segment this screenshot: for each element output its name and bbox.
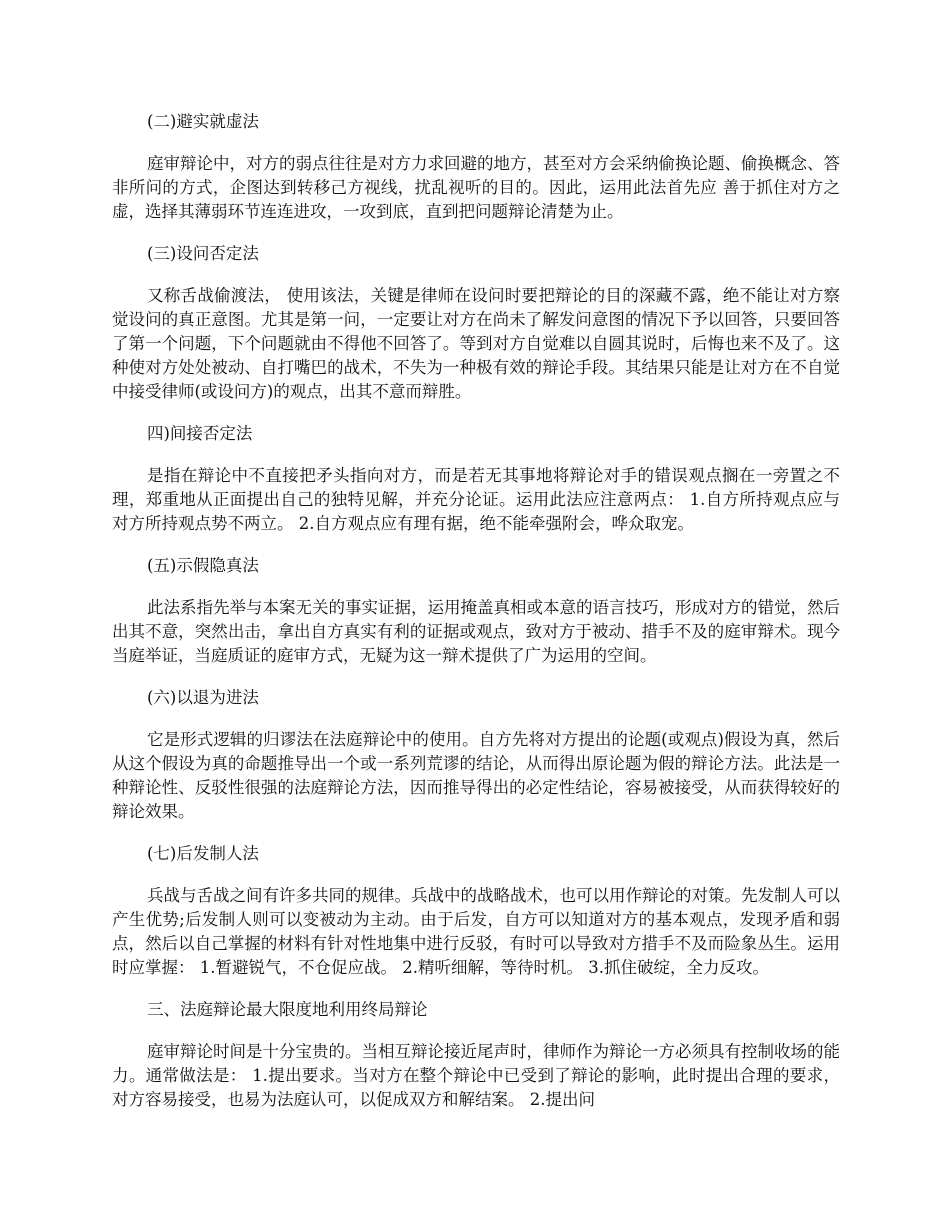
section-heading-show-false-hide-true: (五)示假隐真法 bbox=[147, 556, 259, 575]
section-heading-strike-after: (七)后发制人法 bbox=[147, 844, 259, 863]
section-paragraph-show-false-hide-true: 此法系指先举与本案无关的事实证据，运用掩盖真相或本意的语言技巧，形成对方的错觉，然后出其不意，突然出击，拿出自方真实有利的证据或观点，致对方于被动、措手不及的庭审辩术。现今当庭举证，当庭质证的庭审方式，无疑为这一辩术提供了广为运用的空间。 bbox=[112, 598, 840, 665]
section-heading-retreat-to-advance: (六)以退为进法 bbox=[147, 688, 259, 707]
section-paragraph-avoid-real: 庭审辩论中，对方的弱点往往是对方力求回避的地方，甚至对方会采纳偷换论题、偷换概念、答非所问的方式，企图达到转移己方视线，扰乱视听的目的。因此，运用此法首先应 善于抓住对方之虚，选择其薄弱环节连连进攻，一攻到底，直到把问题辩论清楚为止。 bbox=[112, 154, 840, 221]
section-paragraph-indirect-negation: 是指在辩论中不直接把矛头指向对方，而是若无其事地将辩论对手的错误观点搁在一旁置之不理，郑重地从正面提出自己的独特见解，并充分论证。运用此法应注意两点： 1.自方所持观点应与对方所持观点势不两立。 2.自方观点应有理有据，绝不能牵强附会，哗众取宠。 bbox=[112, 466, 840, 533]
section-heading-indirect-negation: 四)间接否定法 bbox=[147, 424, 253, 443]
document-body bbox=[112, 110, 840, 1112]
section-paragraph-final-debate: 庭审辩论时间是十分宝贵的。当相互辩论接近尾声时，律师作为辩论一方必须具有控制收场的能力。通常做法是： 1.提出要求。当对方在整个辩论中已受到了辩论的影响，此时提出合理的要求，对方容易接受，也易为法庭认可，以促成双方和解结案。 2.提出问 bbox=[112, 1042, 840, 1109]
section-heading-avoid-real: (二)避实就虚法 bbox=[147, 112, 259, 131]
section-heading-final-debate: 三、法庭辩论最大限度地利用终局辩论 bbox=[147, 1000, 428, 1019]
section-heading-question-negation: (三)设问否定法 bbox=[147, 244, 259, 263]
section-paragraph-strike-after: 兵战与舌战之间有许多共同的规律。兵战中的战略战术，也可以用作辩论的对策。先发制人可以产生优势;后发制人则可以变被动为主动。由于后发，自方可以知道对方的基本观点，发现矛盾和弱点，然后以自己掌握的材料有针对性地集中进行反驳，有时可以导致对方措手不及而险象丛生。运用时应掌握： 1.暂避锐气，不仓促应战。 2.精听细解，等待时机。 3.抓住破绽，全力反攻。 bbox=[112, 886, 840, 977]
section-paragraph-question-negation: 又称舌战偷渡法， 使用该法，关键是律师在设问时要把辩论的目的深藏不露，绝不能让对方察觉设问的真正意图。尤其是第一问，一定要让对方在尚未了解发问意图的情况下予以回答，只要回答了第一个问题，下个问题就由不得他不回答了。等到对方自觉难以自圆其说时，后悔也来不及了。这种使对方处处被动、自打嘴巴的战术，不失为一种极有效的辩论手段。其结果只能是让对方在不自觉中接受律师(或设问方)的观点，出其不意而辩胜。 bbox=[112, 286, 840, 401]
section-paragraph-retreat-to-advance: 它是形式逻辑的归谬法在法庭辩论中的使用。自方先将对方提出的论题(或观点)假设为真，然后从这个假设为真的命题推导出一个或一系列荒谬的结论，从而得出原论题为假的辩论方法。此法是一种辩论性、反驳性很强的法庭辩论方法，因而推导得出的必定性结论，容易被接受，从而获得较好的辩论效果。 bbox=[112, 730, 840, 821]
